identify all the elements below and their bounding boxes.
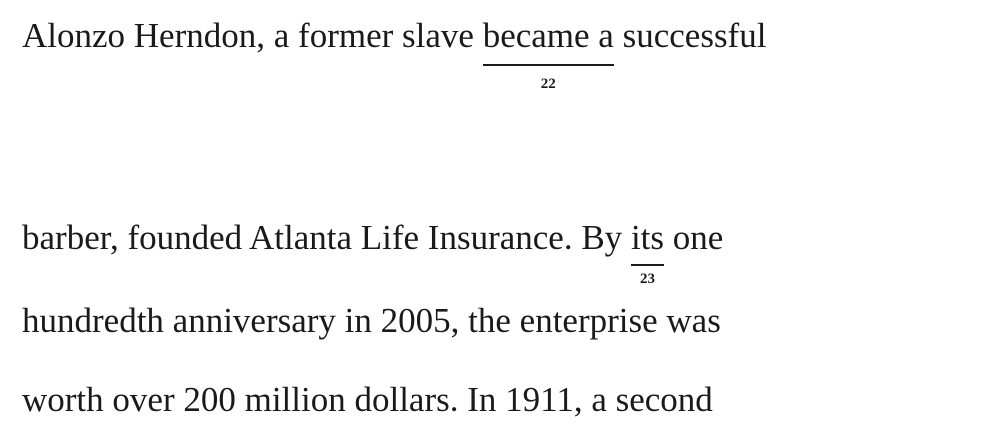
line-1-text-before: Alonzo Herndon, a former slave — [22, 16, 483, 55]
underlined-text-23: its — [630, 218, 665, 257]
question-number-23: 23 — [639, 271, 655, 287]
question-number-22: 22 — [540, 76, 556, 92]
passage-line-3: hundredth anniversary in 2005, the enterprise was — [22, 301, 721, 340]
underlined-phrase-22[interactable] — [482, 16, 614, 92]
passage-line-4: worth over 200 million dollars. In 1911, a second — [22, 380, 713, 419]
passage-line-2 — [22, 218, 724, 287]
underlined-phrase-23[interactable] — [630, 218, 665, 287]
underlined-text-22: became a — [482, 16, 614, 55]
underline-23 — [631, 264, 664, 266]
line-2-text-before: barber, founded Atlanta Life Insurance. By — [22, 218, 631, 257]
line-2-text-after: one — [664, 218, 724, 257]
underline-22 — [483, 64, 614, 66]
passage-line-1 — [22, 16, 767, 92]
line-1-text-after: successful — [613, 16, 767, 55]
